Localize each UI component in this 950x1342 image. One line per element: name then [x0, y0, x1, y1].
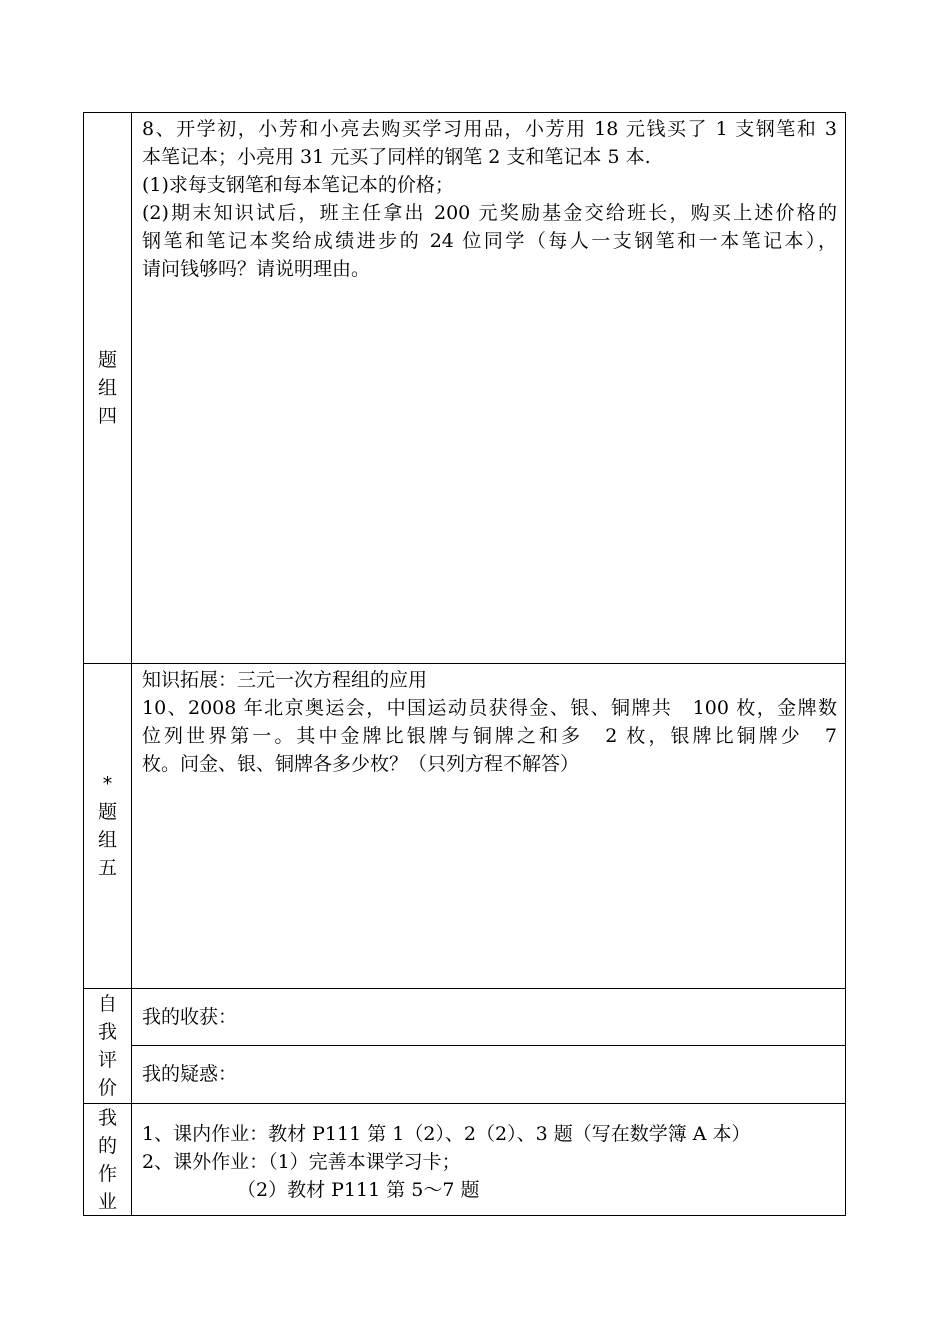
homework-line: 2、课外作业：（1）完善本课学习卡； — [142, 1151, 461, 1173]
label-char: 业 — [97, 1191, 117, 1213]
homework-line: 1、课内作业：教材 P111 第 1（2）、2（2）、3 题（写在数学簿 A 本） — [142, 1123, 751, 1145]
question-line: 8、开学初，小芳和小亮去购买学习用品，小芳用 18 元钱买了 1 支钢笔和 3 — [142, 118, 837, 140]
doubts-field[interactable] — [142, 1060, 837, 1088]
question-line: 钢笔和笔记本奖给成绩进步的 24 位同学（每人一支钢笔和一本笔记本）， — [142, 230, 837, 252]
question-line: 知识拓展：三元一次方程组的应用 — [142, 669, 428, 691]
label-char: 组 — [97, 828, 117, 851]
label-char: 评 — [97, 1048, 117, 1071]
worksheet-table — [83, 112, 846, 1216]
row-divider — [84, 663, 845, 664]
row-divider — [84, 988, 845, 989]
label-char: 作 — [97, 1163, 117, 1185]
label-char: 四 — [97, 405, 117, 427]
homework-content — [142, 1120, 837, 1204]
question-line: 位列世界第一。其中金牌比银牌与铜牌之和多 2 枚，银牌比铜牌少 7 — [142, 725, 837, 747]
row-divider — [84, 1103, 845, 1104]
question-line: (2)期末知识试后，班主任拿出 200 元奖励基金交给班长，购买上述价格的 — [142, 202, 837, 224]
row-divider — [131, 1045, 845, 1046]
homework-line: （2）教材 P111 第 5～7 题 — [237, 1179, 480, 1201]
self-eval-label — [84, 988, 131, 1103]
label-char: 题 — [97, 800, 117, 823]
label-char: 我 — [97, 1020, 117, 1043]
gains-label: 我的收获： — [142, 1006, 238, 1028]
question-line: 请问钱够吗？请说明理由。 — [142, 258, 371, 280]
group5-content — [142, 666, 837, 778]
doubts-label: 我的疑惑： — [142, 1063, 238, 1085]
question-line: (1)求每支钢笔和每本笔记本的价格； — [142, 174, 454, 196]
group5-label — [84, 663, 131, 988]
label-char: * — [102, 772, 113, 795]
label-char: 的 — [97, 1135, 117, 1157]
label-char: 组 — [97, 377, 117, 399]
question-line: 本笔记本；小亮用 31 元买了同样的钢笔 2 支和笔记本 5 本. — [142, 146, 651, 168]
group4-content — [142, 115, 837, 283]
label-char: 五 — [97, 856, 117, 879]
label-char: 题 — [97, 349, 117, 371]
column-divider — [131, 113, 132, 1215]
homework-label — [84, 1103, 131, 1217]
label-char: 我 — [97, 1107, 117, 1129]
label-char: 价 — [97, 1076, 117, 1099]
gains-field[interactable] — [142, 1003, 837, 1031]
label-char: 自 — [97, 992, 117, 1015]
question-line: 10、2008 年北京奥运会，中国运动员获得金、银、铜牌共 100 枚，金牌数 — [142, 697, 837, 719]
question-line: 枚。问金、银、铜牌各多少枚？（只列方程不解答） — [142, 753, 580, 775]
group4-label — [84, 113, 131, 663]
